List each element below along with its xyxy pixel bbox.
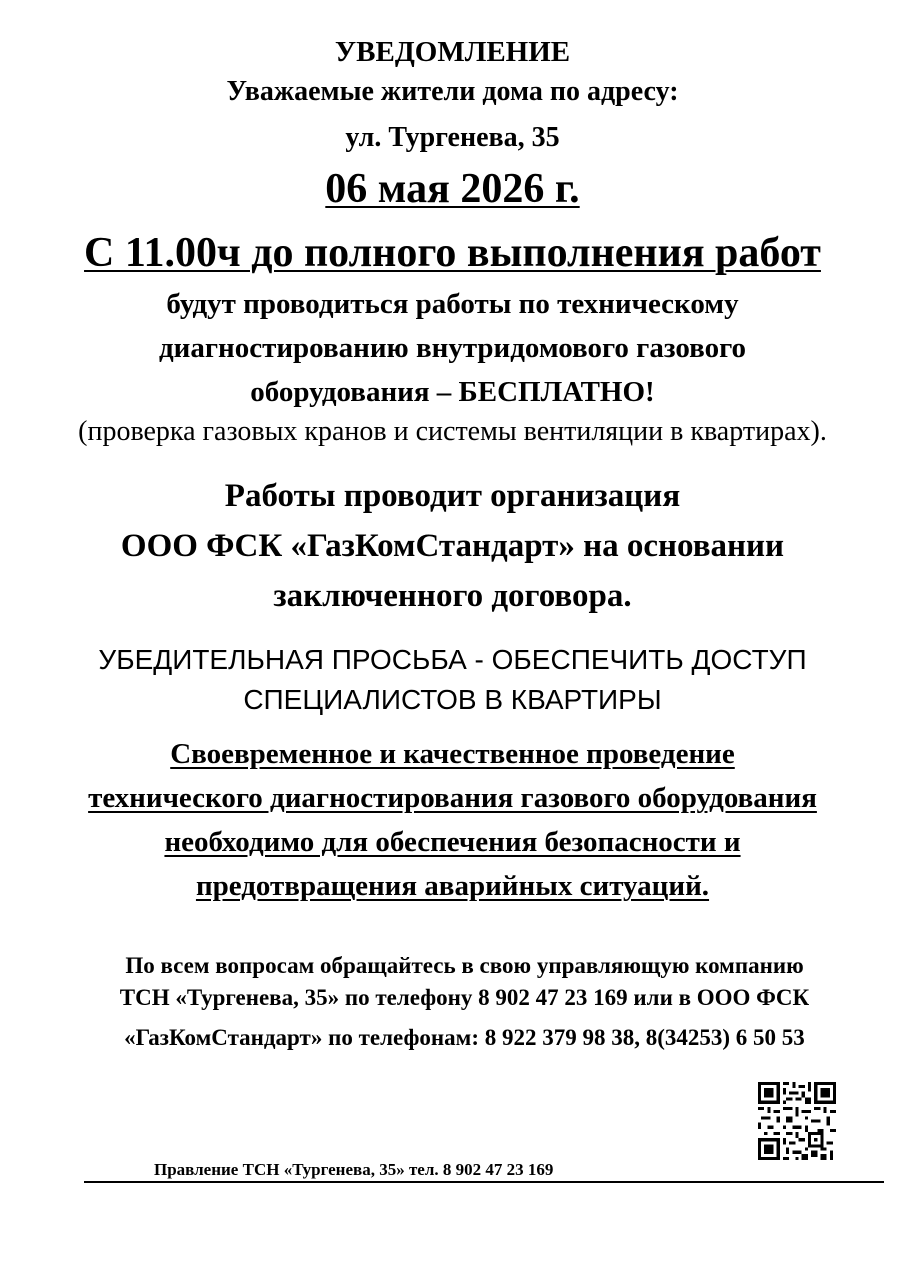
contacts-line: ТСН «Тургенева, 35» по телефону 8 902 47 23 169 или в ООО ФСК xyxy=(119,985,810,1010)
importance-line: технического диагностирования газового оборудования xyxy=(88,782,817,814)
notice-time: С 11.00ч до полного выполнения работ xyxy=(84,230,821,276)
organization-line: ООО ФСК «ГазКомСтандарт» на основании xyxy=(120,528,785,564)
importance-line: предотвращения аварийных ситуаций. xyxy=(195,870,710,902)
contacts-line: По всем вопросам обращайтесь в свою управляющую компанию xyxy=(125,953,804,978)
works-line: оборудования – БЕСПЛАТНО! xyxy=(250,376,655,408)
organization-line: Работы проводит организация xyxy=(224,478,681,514)
importance-line: необходимо для обеспечения безопасности и xyxy=(164,826,741,858)
organization-line: заключенного договора. xyxy=(273,578,632,614)
check-note: (проверка газовых кранов и системы вентиляции в квартирах). xyxy=(78,416,827,447)
footer-text: Правление ТСН «Тургенева, 35» тел. 8 902 47 23 169 xyxy=(154,1160,554,1179)
qr-code-icon[interactable] xyxy=(758,1082,836,1160)
footer-divider xyxy=(84,1181,884,1183)
notice-greeting: Уважаемые жители дома по адресу: xyxy=(226,76,679,107)
works-line: диагностированию внутридомового газового xyxy=(158,332,747,364)
notice-date: 06 мая 2026 г. xyxy=(325,166,580,212)
request-line: УБЕДИТЕЛЬНАЯ ПРОСЬБА - ОБЕСПЕЧИТЬ ДОСТУП xyxy=(98,644,807,675)
contacts-line: «ГазКомСтандарт» по телефонам: 8 922 379 98 38, 8(34253) 6 50 53 xyxy=(124,1025,805,1050)
works-line: будут проводиться работы по техническому xyxy=(166,288,739,320)
notice-address: ул. Тургенева, 35 xyxy=(345,122,560,153)
notice-title: УВЕДОМЛЕНИЕ xyxy=(334,36,571,68)
request-line: СПЕЦИАЛИСТОВ В КВАРТИРЫ xyxy=(243,684,662,715)
importance-line: Своевременное и качественное проведение xyxy=(170,738,735,770)
